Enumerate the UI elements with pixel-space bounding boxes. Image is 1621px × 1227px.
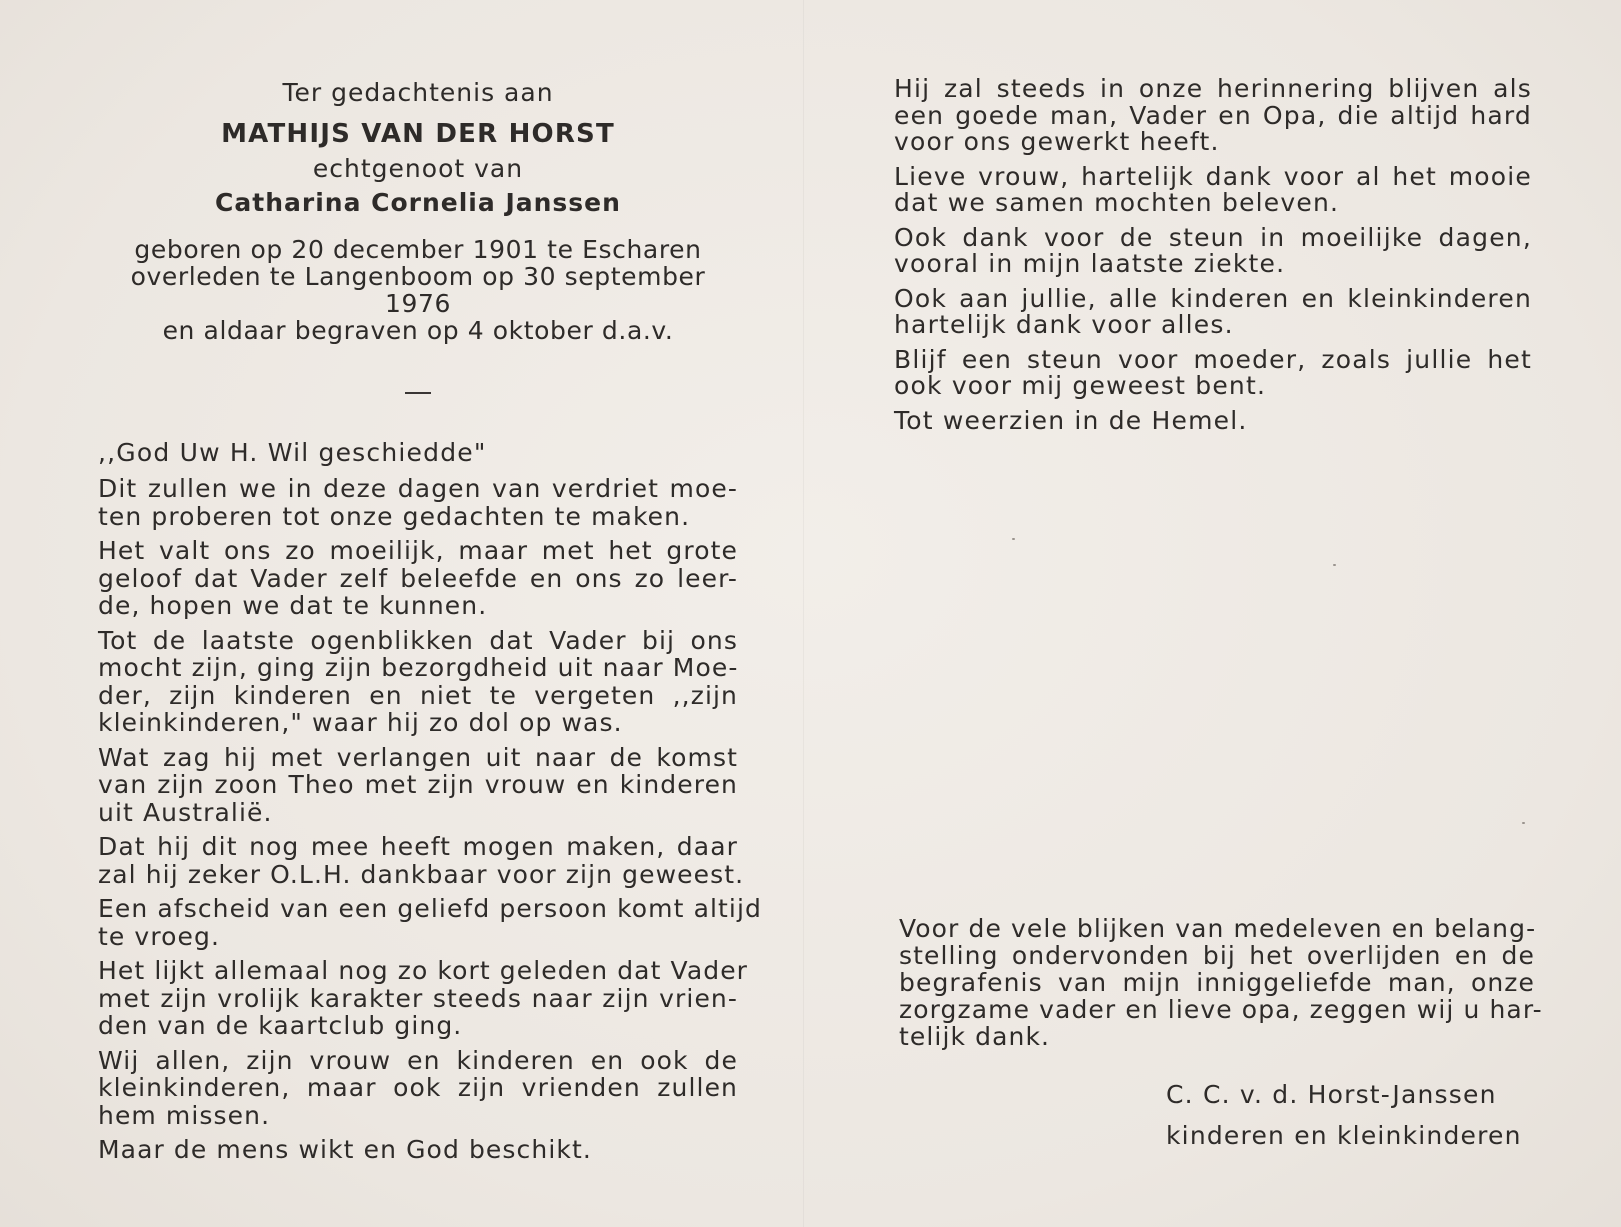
paragraph bbox=[98, 1136, 738, 1164]
text-line: Lieve vrouw, hartelijk dank voor al het mooie bbox=[894, 161, 1532, 191]
right-panel bbox=[894, 76, 1532, 442]
separator-dash bbox=[405, 392, 431, 394]
text-line: geloof dat Vader zelf beleefde en ons zo leer- bbox=[98, 563, 738, 593]
left-paragraphs bbox=[98, 474, 762, 1164]
text-line: uit Australië. bbox=[98, 797, 273, 827]
paragraph bbox=[98, 744, 738, 827]
paragraph bbox=[98, 475, 738, 530]
text-line: Wij allen, zijn vrouw en kinderen en ook de bbox=[98, 1045, 738, 1075]
text-line: de, hopen we dat te kunnen. bbox=[98, 591, 488, 620]
text-line: Ook aan jullie, alle kinderen en kleinkinderen bbox=[894, 283, 1532, 313]
paragraph bbox=[894, 161, 1532, 217]
paragraph bbox=[894, 405, 1532, 435]
paragraph bbox=[894, 76, 1532, 156]
text-line: Wat zag hij met verlangen uit naar de komst bbox=[98, 742, 738, 772]
text-line: Hij zal steeds in onze herinnering blijven als bbox=[894, 74, 1532, 103]
text-line: Het valt ons zo moeilijk, maar met het grote bbox=[98, 536, 738, 565]
paragraph bbox=[98, 537, 738, 620]
text-line: hartelijk dank voor alles. bbox=[894, 310, 1234, 339]
text-line: voor ons gewerkt heeft. bbox=[894, 127, 1220, 156]
text-line: een goede man, Vader en Opa, die altijd hard bbox=[894, 100, 1532, 130]
text-line: kleinkinderen," waar hij zo dol op was. bbox=[98, 708, 623, 737]
text-line: hem missen. bbox=[98, 1100, 271, 1130]
left-panel bbox=[98, 78, 762, 1164]
text-line: der, zijn kinderen en niet te vergeten ,,zijn bbox=[98, 680, 738, 710]
text-line: vooral in mijn laatste ziekte. bbox=[894, 249, 1286, 278]
paper-speck bbox=[1333, 564, 1336, 566]
text-line: te vroeg. bbox=[98, 921, 221, 951]
paragraph bbox=[98, 1047, 738, 1130]
text-line: van zijn zoon Theo met zijn vrouw en kinderen bbox=[98, 770, 738, 799]
signature-name: C. C. v. d. Horst-Janssen bbox=[1166, 1080, 1497, 1109]
text-line: Maar de mens wikt en God beschikt. bbox=[98, 1135, 592, 1164]
text-line: Ook dank voor de steun in moeilijke dagen, bbox=[894, 222, 1532, 252]
text-line: zal hij zeker O.L.H. dankbaar voor zijn geweest. bbox=[98, 859, 745, 889]
text-line: kleinkinderen, maar ook zijn vrienden zullen bbox=[98, 1073, 738, 1102]
text-line: mocht zijn, ging zijn bezorgdheid uit naar Moe- bbox=[98, 653, 739, 682]
paragraph bbox=[98, 894, 762, 951]
card-fold bbox=[803, 0, 804, 1227]
deceased-name: MATHIJS VAN DER HORST bbox=[221, 119, 615, 149]
text-line: dat we samen mochten beleven. bbox=[894, 188, 1340, 217]
text-line: stelling ondervonden bij het overlijden en de bbox=[899, 941, 1535, 970]
text-line: met zijn vrolijk karakter steeds naar zijn vrien- bbox=[98, 983, 738, 1013]
life-dates bbox=[98, 236, 738, 344]
signature-family: kinderen en kleinkinderen bbox=[1166, 1121, 1522, 1150]
text-line: Voor de vele blijken van medeleven en belang- bbox=[899, 914, 1537, 943]
text-line: Blijf een steun voor moeder, zoals jullie het bbox=[894, 344, 1532, 374]
text-line: Dat hij dit nog mee heeft mogen maken, daar bbox=[98, 832, 738, 861]
text-line: ook voor mij geweest bent. bbox=[894, 371, 1267, 400]
text-line: zorgzame vader en lieve opa, zeggen wij u har- bbox=[899, 995, 1543, 1024]
text-line: Een afscheid van een geliefd persoon komt altijd bbox=[98, 894, 762, 923]
spouse-name: Catharina Cornelia Janssen bbox=[215, 188, 621, 217]
thank-you-note bbox=[899, 914, 1543, 1051]
text-line: Tot de laatste ogenblikken dat Vader bij ons bbox=[98, 625, 738, 655]
right-paragraphs bbox=[894, 76, 1532, 434]
intro-line: Ter gedachtenis aan bbox=[282, 78, 554, 107]
signature-block bbox=[1166, 1074, 1546, 1156]
text-line: Het lijkt allemaal nog zo kort geleden dat Vader bbox=[98, 956, 749, 985]
paragraph bbox=[894, 344, 1532, 400]
paper-speck bbox=[1522, 822, 1525, 824]
text-line: telijk dank. bbox=[899, 1022, 1051, 1051]
text-line: Tot weerzien in de Hemel. bbox=[894, 405, 1248, 435]
paragraph bbox=[98, 956, 749, 1040]
birth-line: geboren op 20 december 1901 te Escharen bbox=[134, 235, 702, 264]
text-line: den van de kaartclub ging. bbox=[98, 1011, 463, 1040]
text-line: Dit zullen we in deze dagen van verdriet moe- bbox=[98, 474, 738, 503]
paragraph bbox=[894, 222, 1532, 278]
burial-line: en aldaar begraven op 4 oktober d.a.v. bbox=[162, 316, 674, 345]
paragraph bbox=[98, 832, 745, 889]
text-line: ten proberen tot onze gedachten te maken. bbox=[98, 501, 691, 531]
spouse-intro: echtgenoot van bbox=[312, 154, 524, 183]
paragraph bbox=[98, 627, 738, 737]
paper-speck bbox=[1012, 538, 1015, 540]
paragraph bbox=[894, 283, 1532, 339]
quote: ,,God Uw H. Wil geschiedde" bbox=[98, 438, 487, 467]
death-line: overleden te Langenboom op 30 september 1976 bbox=[130, 262, 706, 318]
text-line: begrafenis van mijn inniggeliefde man, onze bbox=[899, 968, 1535, 997]
